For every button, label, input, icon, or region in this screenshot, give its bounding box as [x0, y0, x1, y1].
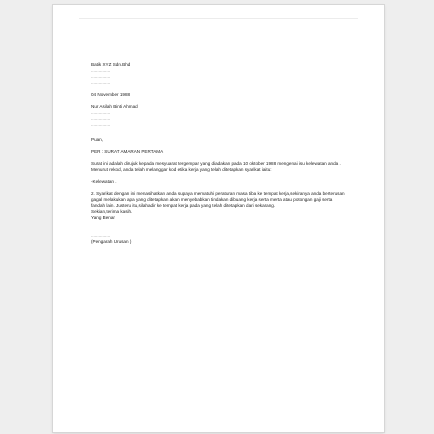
- subject-line: PER : SURAT AMARAN PERTAMA: [91, 149, 164, 154]
- closing-line: Yang Benar: [91, 215, 115, 220]
- paragraph-2: 2. Syarikat dengan ini menasihatkan anda supaya mematuhi peraturan masa tiba ke tempat kerja,sekiranya anda berterusan gagal melakukan apa yang ditetapkan akan menyebabkan tindakan dibuang kerja serta merta atau potongan gaji serta fandah lain. Justeru itu,silahadir ke tempat kerja pada yang telah ditetapkan dari sekarang.: [91, 191, 345, 208]
- company-address-line: ...............: [91, 74, 111, 79]
- recipient-address-line: ...............: [91, 110, 111, 115]
- header-rule: [79, 18, 358, 19]
- letter-date: 04 November 1988: [91, 92, 131, 97]
- recipient-address-line: ...............: [91, 122, 111, 127]
- signatory-title: (Pengarah Urusan ): [91, 239, 132, 244]
- company-address-line: ...............: [91, 68, 111, 73]
- company-address-line: ...............: [91, 80, 111, 85]
- letter-body: [91, 62, 347, 245]
- thanks-line: Sekian,terima kasih.: [91, 209, 133, 214]
- signature-line: ...............: [91, 233, 111, 238]
- paragraph-1: Surat ini adalah dirujuk kepada mesyuarat tergempar yang diadakan pada 10 oktober 1988 mengenai isu kelewatan anda . Menurut rekod, anda telah melanggar kod etika kerja yang telah ditetapkan syarikat iaitu:: [91, 161, 341, 172]
- document-page: [53, 5, 384, 432]
- issue-item: -Kelewatan .: [91, 179, 117, 184]
- recipient-address-line: ...............: [91, 116, 111, 121]
- salutation: Puan,: [91, 137, 104, 142]
- company-name: Batik XYZ Sdn.Bhd: [91, 62, 131, 67]
- recipient-name: Nur Asilah Binti Ahmad: [91, 104, 138, 109]
